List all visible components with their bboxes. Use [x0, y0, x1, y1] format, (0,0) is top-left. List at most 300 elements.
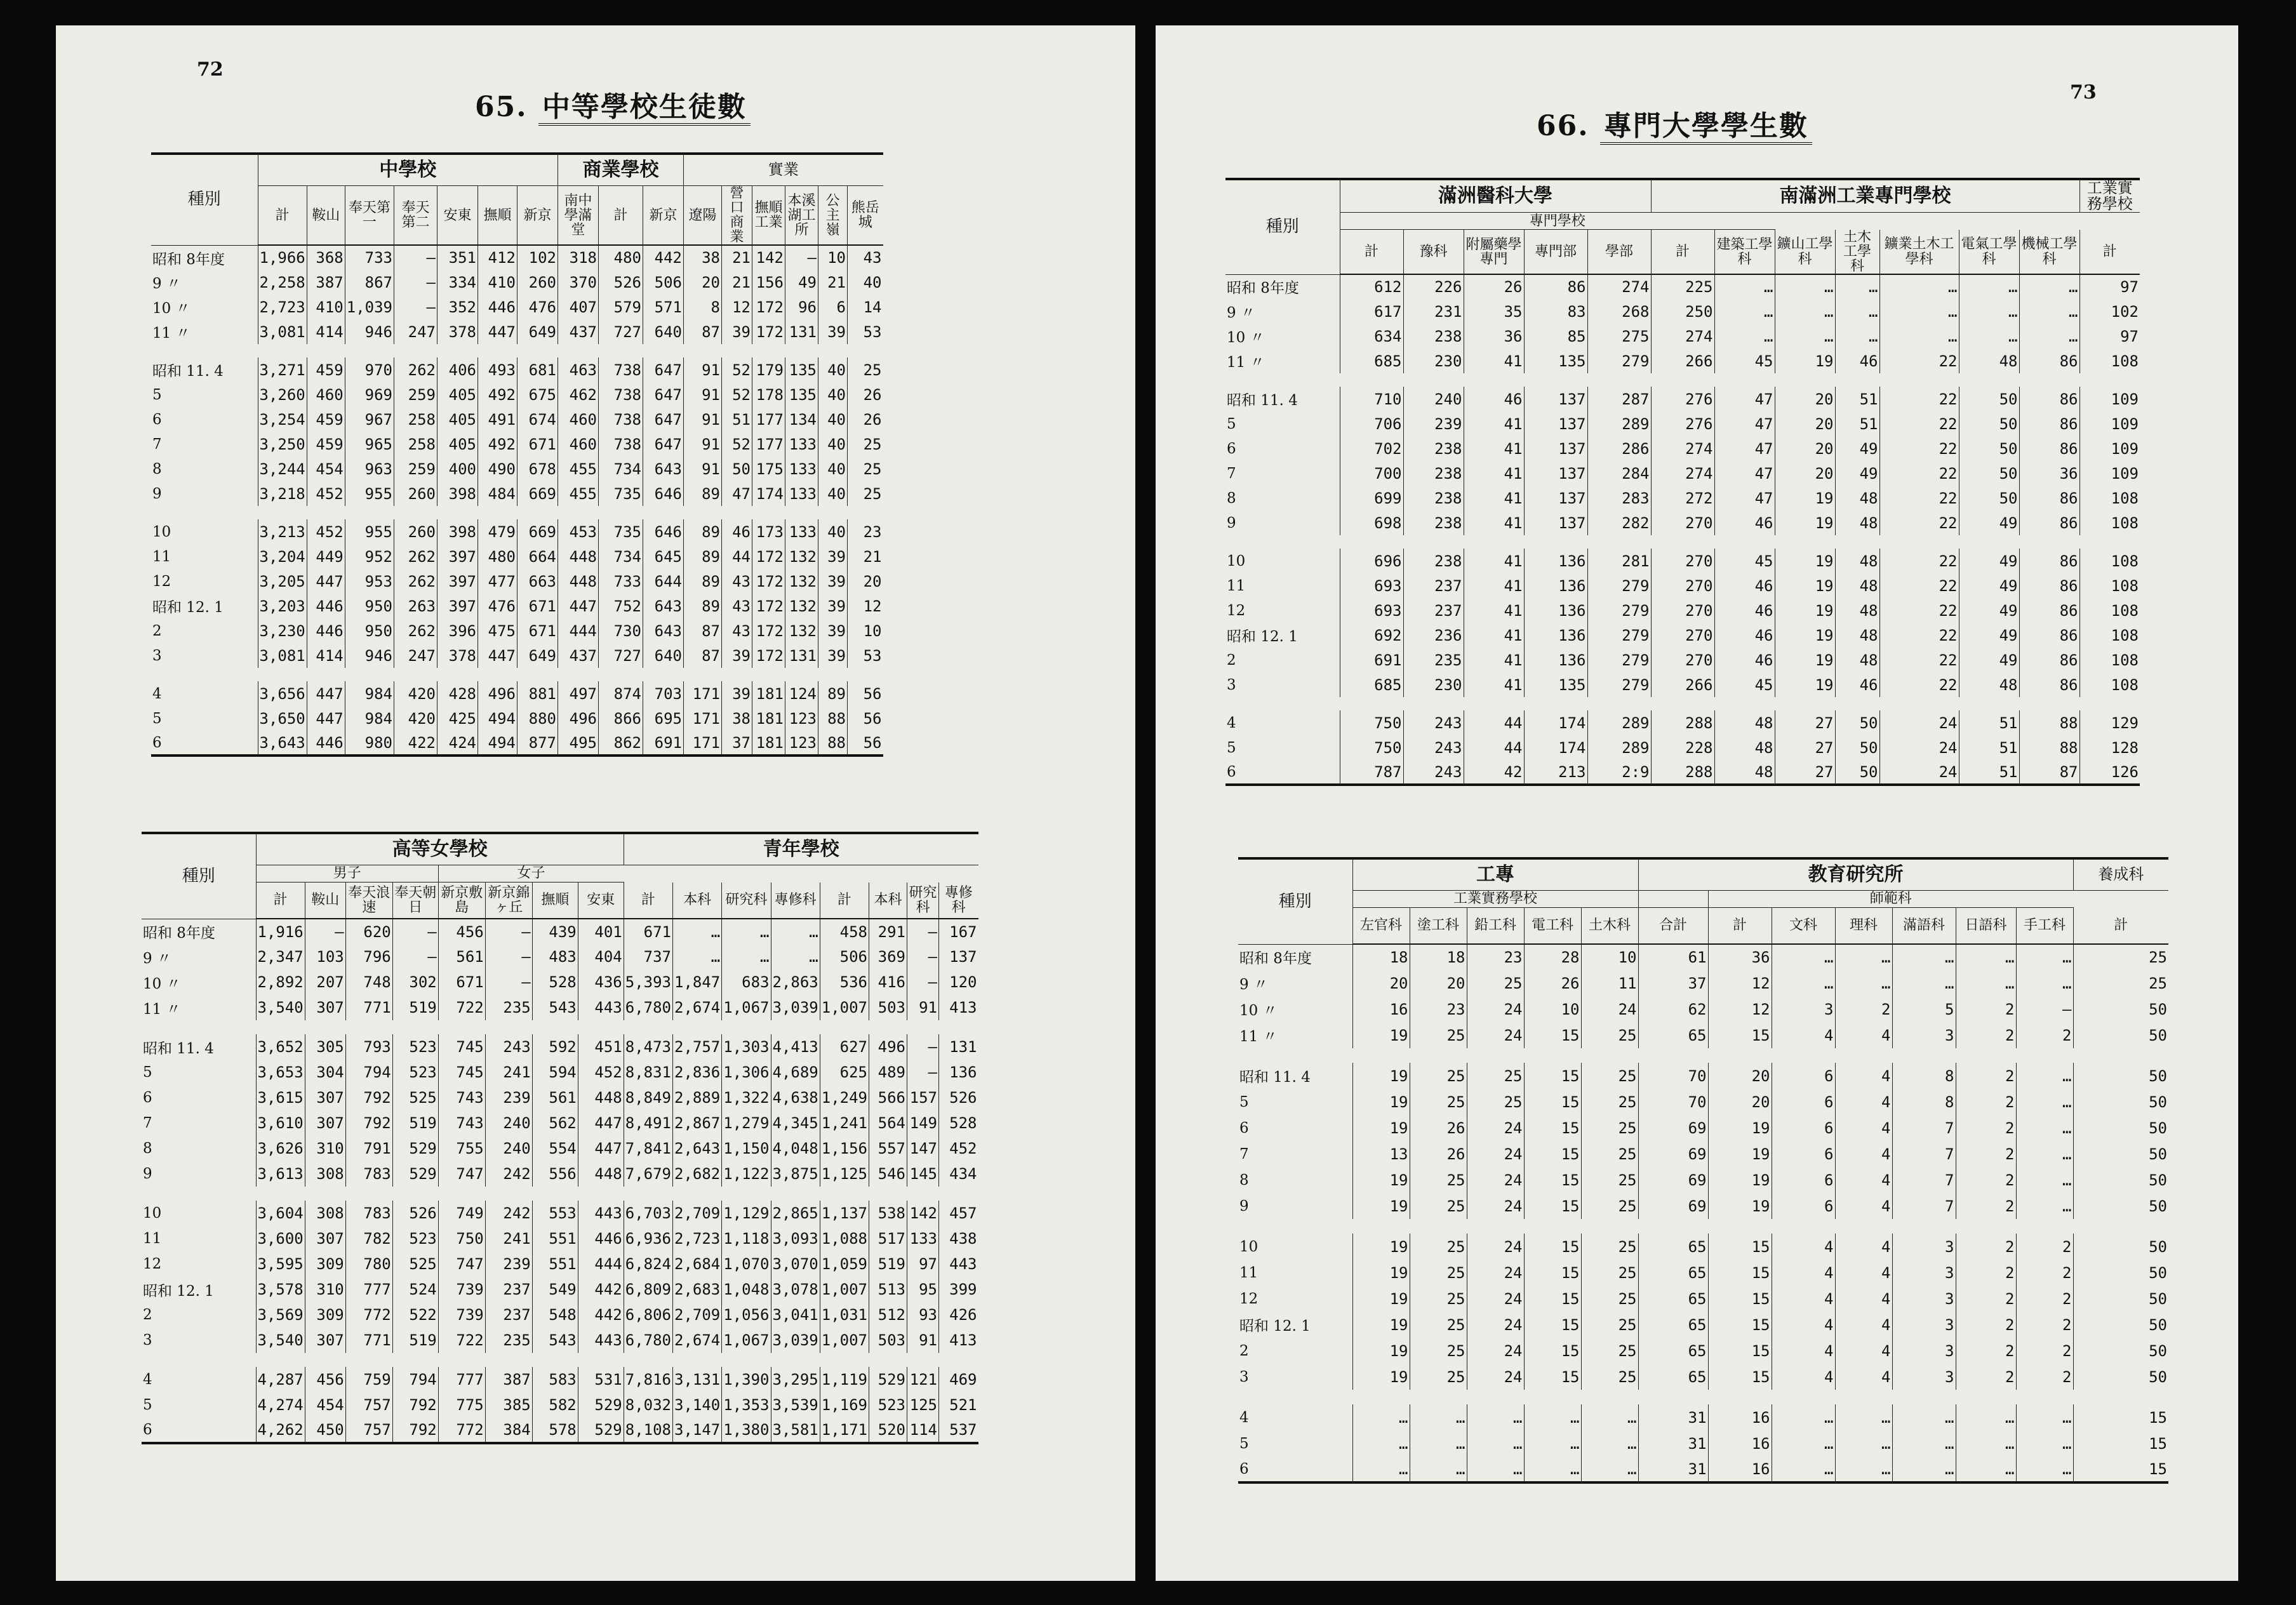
header-column: 左官科	[1352, 908, 1410, 945]
table-cell: 15	[1524, 1115, 1581, 1141]
table-cell: 39	[818, 618, 848, 643]
header-column: 遼陽	[684, 186, 722, 246]
table-cell: 517	[869, 1226, 907, 1251]
table-cell: —	[394, 270, 437, 295]
table-row	[151, 569, 883, 594]
table-cell: 23	[848, 519, 883, 544]
header-row-columns	[142, 882, 978, 919]
table-row	[1238, 1022, 2168, 1048]
table-cell: …	[1959, 324, 2019, 349]
header-column: 計	[1340, 230, 1403, 274]
table-row	[151, 681, 883, 706]
table-cell: 177	[752, 432, 785, 456]
table-row	[151, 270, 883, 295]
table-row	[142, 995, 978, 1020]
table-cell: 52	[722, 357, 752, 382]
table-cell: 1,070	[722, 1251, 771, 1277]
table-cell: 65	[1638, 1364, 1708, 1390]
table-cell: 19	[1352, 1312, 1410, 1338]
table-cell: 2	[1956, 1193, 2016, 1219]
table-row	[142, 1110, 978, 1136]
row-label: 8	[143, 1140, 152, 1157]
table-cell: 50	[2073, 1022, 2168, 1048]
table-cell: 422	[394, 731, 437, 756]
table-row	[1225, 461, 2140, 486]
table-cell: 649	[517, 319, 558, 344]
table-cell: 281	[1587, 549, 1651, 573]
table-cell: 123	[785, 731, 818, 756]
table-cell: 86	[2019, 549, 2079, 573]
table-cell: 12	[1708, 996, 1772, 1022]
table-cell: 378	[437, 643, 478, 668]
table-cell: 352	[437, 295, 478, 319]
table-cell: 50	[2073, 1063, 2168, 1089]
table-cell: 172	[752, 643, 785, 668]
table-cell: 83	[1524, 299, 1587, 324]
table-cell: 51	[1835, 387, 1879, 411]
table-cell: 240	[1403, 387, 1464, 411]
table-cell: 167	[939, 919, 978, 944]
table-cell: 136	[1524, 549, 1587, 573]
row-label: 昭和 11. 4	[152, 363, 224, 380]
header-row-columns	[151, 186, 883, 246]
table-cell: 671	[517, 432, 558, 456]
table-cell: 65	[1638, 1338, 1708, 1364]
table-row	[1225, 324, 2140, 349]
row-label: 5	[1239, 1435, 1249, 1452]
table-cell: 583	[532, 1367, 578, 1392]
table-cell: 41	[1464, 411, 1524, 436]
table-cell: 3,131	[673, 1367, 722, 1392]
table-cell: 448	[578, 1161, 624, 1187]
table-cell: 7,679	[624, 1161, 672, 1187]
table-cell: 274	[1651, 436, 1714, 461]
table-cell: 6,703	[624, 1201, 672, 1226]
table-cell: 557	[869, 1136, 907, 1161]
table-cell: 735	[599, 481, 643, 506]
table-cell: 172	[752, 319, 785, 344]
table-cell: 703	[643, 681, 684, 706]
table-cell: 458	[820, 919, 869, 944]
table-cell: 23	[1467, 944, 1524, 970]
header-column: 撫順	[478, 186, 517, 246]
table-cell: 3,230	[258, 618, 307, 643]
table-cell: 1,137	[820, 1201, 869, 1226]
table-cell: 405	[437, 382, 478, 407]
table-cell: 181	[752, 731, 785, 756]
table-cell: 225	[1651, 274, 1714, 299]
table-cell: 19	[1775, 648, 1835, 672]
table-cell: 4,048	[771, 1136, 820, 1161]
table-cell: 24	[1467, 1364, 1524, 1390]
header-column: 計	[256, 882, 305, 919]
table-cell: …	[1775, 324, 1835, 349]
table-cell: 685	[1340, 672, 1403, 697]
table-cell: 43	[722, 618, 752, 643]
table-cell: 401	[578, 919, 624, 944]
table-cell: …	[1467, 1404, 1524, 1430]
table-cell: 89	[818, 681, 848, 706]
table-cell: 132	[785, 618, 818, 643]
table-cell: 39	[818, 569, 848, 594]
header-column: 撫順	[532, 882, 578, 919]
table-cell: 239	[1403, 411, 1464, 436]
table-cell: 40	[818, 481, 848, 506]
table-cell: 15	[2073, 1404, 2168, 1430]
table-cell: 108	[2079, 573, 2140, 598]
table-cell: 318	[558, 245, 599, 270]
table-row	[1225, 573, 2140, 598]
table-cell: 308	[305, 1161, 345, 1187]
table-cell: 2,683	[673, 1277, 722, 1302]
table-cell: 3	[1772, 996, 1835, 1022]
table-cell: 479	[478, 519, 517, 544]
row-label: 3	[1227, 676, 1236, 693]
table-cell: 270	[1651, 573, 1714, 598]
table-cell: 272	[1651, 486, 1714, 510]
table-cell: 40	[848, 270, 883, 295]
table-row	[151, 544, 883, 569]
header-subgroup: 女子	[438, 865, 624, 882]
table-cell: 459	[307, 357, 345, 382]
header-column: 安東	[437, 186, 478, 246]
table-cell: 1,039	[345, 295, 394, 319]
row-label: 5	[152, 710, 162, 727]
table-cell: 108	[2079, 510, 2140, 535]
row-label: 5	[1239, 1093, 1249, 1110]
table-cell: 397	[437, 544, 478, 569]
row-label: 5	[152, 386, 162, 403]
table-cell: 19	[1352, 1115, 1410, 1141]
table-cell: 25	[1410, 1260, 1467, 1286]
row-label: 5	[1227, 739, 1236, 756]
row-label: 9 〃	[1239, 976, 1268, 993]
table-cell: 6	[1772, 1193, 1835, 1219]
table-cell: 15	[1524, 1260, 1581, 1286]
table-cell: 438	[939, 1226, 978, 1251]
table-cell: 50	[1835, 760, 1879, 785]
table-cell: 455	[558, 456, 599, 481]
table-cell: 145	[907, 1161, 939, 1187]
table-cell: 700	[1340, 461, 1403, 486]
table-cell: 25	[1581, 1338, 1638, 1364]
table-cell: 10	[1524, 996, 1581, 1022]
table-cell: 137	[939, 944, 978, 969]
table-cell: 22	[1879, 461, 1959, 486]
table-cell: 121	[907, 1367, 939, 1392]
table-cell: 263	[394, 594, 437, 618]
header-column: 合計	[1638, 908, 1708, 945]
table-cell: 771	[345, 995, 392, 1020]
table-cell: 4,287	[256, 1367, 305, 1392]
table-cell: …	[1772, 944, 1835, 970]
table-cell: 21	[722, 270, 752, 295]
table-cell: 3	[1892, 1312, 1956, 1338]
table-cell: 664	[517, 544, 558, 569]
table-cell: 25	[2073, 970, 2168, 996]
table-cell: 2,709	[673, 1201, 722, 1226]
row-label: 2	[143, 1307, 152, 1323]
table-cell: 442	[578, 1277, 624, 1302]
table-cell: 47	[1714, 461, 1775, 486]
table-cell: 2	[2016, 1022, 2073, 1048]
table-cell: …	[1835, 944, 1892, 970]
table-cell: 31	[1638, 1404, 1708, 1430]
table-cell: …	[1352, 1456, 1410, 1482]
header-category: 種別	[1225, 179, 1340, 274]
table-cell: 88	[2019, 710, 2079, 735]
header-category: 種別	[142, 833, 256, 919]
table-cell: 459	[307, 432, 345, 456]
table-cell: 506	[643, 270, 684, 295]
table-cell: 452	[939, 1136, 978, 1161]
table-row	[142, 1418, 978, 1443]
table-cell: 48	[1959, 349, 2019, 373]
table-cell: 19	[1775, 510, 1835, 535]
table-cell: 3,147	[673, 1418, 722, 1443]
table-cell: 647	[643, 382, 684, 407]
row-label: 11 〃	[152, 325, 190, 342]
table-cell: —	[394, 295, 437, 319]
table-cell: 15	[1524, 1193, 1581, 1219]
table-cell: 2	[2016, 1260, 2073, 1286]
header-column: 計	[624, 882, 672, 919]
table-cell: 125	[907, 1392, 939, 1418]
table-cell: 3	[1892, 1286, 1956, 1312]
table-cell: 536	[820, 969, 869, 995]
table-cell: 43	[722, 594, 752, 618]
table-cell: 35	[1464, 299, 1524, 324]
table-cell: 2,682	[673, 1161, 722, 1187]
table-cell: 287	[1587, 387, 1651, 411]
row-gap	[142, 1353, 978, 1367]
table-cell: 86	[2019, 510, 2079, 535]
table-cell: 950	[345, 618, 394, 643]
table-cell: 62	[1638, 996, 1708, 1022]
table-cell: 238	[1403, 486, 1464, 510]
table-cell: 25	[848, 481, 883, 506]
header-column: 奉天朝日	[392, 882, 438, 919]
table-cell: 6,809	[624, 1277, 672, 1302]
table-cell: 2,347	[256, 944, 305, 969]
table-cell: 46	[1464, 387, 1524, 411]
table-cell: 42	[1464, 760, 1524, 785]
table-cell: 777	[345, 1277, 392, 1302]
table-cell: …	[1956, 1430, 2016, 1456]
table-cell: 50	[2073, 1364, 2168, 1390]
table-cell: 745	[438, 1034, 485, 1060]
table-cell: …	[722, 944, 771, 969]
row-label: 3	[143, 1332, 152, 1349]
table-cell: 3,539	[771, 1392, 820, 1418]
header-column: 土木科	[1581, 908, 1638, 945]
table-cell: 1,249	[820, 1085, 869, 1110]
table-cell: 447	[307, 681, 345, 706]
table-cell: 142	[907, 1201, 939, 1226]
table-cell: 413	[939, 995, 978, 1020]
table-cell: 953	[345, 569, 394, 594]
table-cell: 2,836	[673, 1060, 722, 1085]
table-cell: —	[907, 919, 939, 944]
table-cell: 22	[1879, 672, 1959, 697]
table-cell: 156	[752, 270, 785, 295]
table-cell: 24	[1467, 1338, 1524, 1364]
table-cell: 230	[1403, 349, 1464, 373]
table-cell: 476	[478, 594, 517, 618]
table-cell: 8	[684, 295, 722, 319]
header-column: 熊岳城	[848, 186, 883, 246]
table-cell: 2	[1956, 1115, 2016, 1141]
table-cell: 3,600	[256, 1226, 305, 1251]
table-cell: 693	[1340, 598, 1403, 623]
table-cell: …	[2016, 1167, 2073, 1193]
table-cell: …	[1772, 1404, 1835, 1430]
table-cell: 791	[345, 1136, 392, 1161]
table-cell: 493	[478, 357, 517, 382]
table-cell: 25	[1581, 1022, 1638, 1048]
table-cell: 1,125	[820, 1161, 869, 1187]
row-label: 昭和 12. 1	[143, 1282, 214, 1300]
table-cell: 747	[438, 1251, 485, 1277]
row-label: 9	[152, 485, 162, 502]
table-cell: …	[1714, 274, 1775, 299]
table-cell: 1,390	[722, 1367, 771, 1392]
table-cell: …	[1959, 299, 2019, 324]
table-cell: 262	[394, 357, 437, 382]
table-cell: 20	[684, 270, 722, 295]
table-cell: 747	[438, 1161, 485, 1187]
table-cell: 420	[394, 706, 437, 731]
table-cell: 984	[345, 706, 394, 731]
table-cell: 399	[939, 1277, 978, 1302]
table-cell: 48	[1959, 672, 2019, 697]
header-column: 計	[2073, 908, 2168, 945]
table-cell: 41	[1464, 598, 1524, 623]
header-subgroup: 男子	[256, 865, 438, 882]
table-row	[1225, 436, 2140, 461]
row-label: 4	[152, 685, 162, 702]
table-cell: 447	[578, 1136, 624, 1161]
header-column: 計	[1708, 908, 1772, 945]
table-cell: 3,254	[258, 407, 307, 432]
table-cell: 45	[1714, 349, 1775, 373]
table-cell: 793	[345, 1034, 392, 1060]
header-column: 研究科	[722, 882, 771, 919]
table-cell: 675	[517, 382, 558, 407]
table-cell: 24	[1467, 1193, 1524, 1219]
header-column: 日語科	[1956, 908, 2016, 945]
table-cell: 97	[907, 1251, 939, 1277]
table-cell: …	[673, 919, 722, 944]
table-cell: 16	[1708, 1456, 1772, 1482]
row-gap	[1238, 1048, 2168, 1063]
table-row	[1238, 1193, 2168, 1219]
table-cell: 86	[2019, 623, 2079, 648]
table-cell: 51	[1959, 710, 2019, 735]
header-column: 鞍山	[305, 882, 345, 919]
table-cell: 50	[2073, 1115, 2168, 1141]
table-cell: 880	[517, 706, 558, 731]
table-cell: …	[673, 944, 722, 969]
table-cell: 25	[1581, 1193, 1638, 1219]
table-cell: 750	[438, 1226, 485, 1251]
table-cell: 2	[1956, 1364, 2016, 1390]
table-cell: 20	[1775, 436, 1835, 461]
table-cell: 174	[1524, 735, 1587, 760]
table-cell: 7	[1892, 1193, 1956, 1219]
table-cell: 19	[1352, 1167, 1410, 1193]
table-cell: —	[394, 245, 437, 270]
table-cell: 307	[305, 995, 345, 1020]
table-cell: 475	[478, 618, 517, 643]
table-cell: 65	[1638, 1286, 1708, 1312]
table-cell: 984	[345, 681, 394, 706]
table-cell: 19	[1775, 672, 1835, 697]
table-cell: 428	[437, 681, 478, 706]
table-cell: 693	[1340, 573, 1403, 598]
table-cell: 448	[558, 544, 599, 569]
table-cell: 49	[1835, 436, 1879, 461]
table-cell: 1,279	[722, 1110, 771, 1136]
row-label: 10 〃	[1239, 1002, 1278, 1019]
header-row-columns	[1238, 908, 2168, 945]
table-cell: 727	[599, 319, 643, 344]
table-cell: 279	[1587, 349, 1651, 373]
table-cell: 44	[722, 544, 752, 569]
table-cell: 19	[1708, 1193, 1772, 1219]
row-label: 5	[1227, 415, 1236, 432]
table-cell: 25	[1410, 1312, 1467, 1338]
header-column: 撫順工業	[752, 186, 785, 246]
table-cell: 735	[599, 519, 643, 544]
table-cell: 4	[1835, 1193, 1892, 1219]
table-cell: 3,039	[771, 995, 820, 1020]
header-column: 新京	[517, 186, 558, 246]
table-cell: 503	[869, 1328, 907, 1353]
table-cell: 25	[1410, 1022, 1467, 1048]
table-cell: 38	[722, 706, 752, 731]
row-label: 2	[1239, 1342, 1249, 1359]
table-cell: —	[907, 969, 939, 995]
table-cell: 23	[1410, 996, 1467, 1022]
table-cell: 443	[939, 1251, 978, 1277]
row-label: 12	[1239, 1290, 1258, 1307]
table-cell: 792	[345, 1085, 392, 1110]
table-cell: 25	[1467, 1089, 1524, 1115]
table-cell: 783	[345, 1201, 392, 1226]
table-cell: 49	[1835, 461, 1879, 486]
table-cell: 3,540	[256, 995, 305, 1020]
table-cell: 5,393	[624, 969, 672, 995]
table-cell: 47	[722, 481, 752, 506]
table-cell: 525	[392, 1085, 438, 1110]
table-cell: 19	[1352, 1193, 1410, 1219]
table-row	[142, 1226, 978, 1251]
table-cell: 582	[532, 1392, 578, 1418]
table-cell: 4	[1835, 1115, 1892, 1141]
table-cell: 2	[1956, 1063, 2016, 1089]
table-cell: 20	[1410, 970, 1467, 996]
table-cell: 171	[684, 731, 722, 756]
row-label: 9 〃	[152, 276, 181, 293]
table-cell: 45	[1714, 549, 1775, 573]
table-cell: 950	[345, 594, 394, 618]
table-cell: 1,241	[820, 1110, 869, 1136]
table-cell: 307	[305, 1328, 345, 1353]
table-row	[151, 407, 883, 432]
table-cell: 276	[1651, 411, 1714, 436]
table-cell: 447	[307, 569, 345, 594]
